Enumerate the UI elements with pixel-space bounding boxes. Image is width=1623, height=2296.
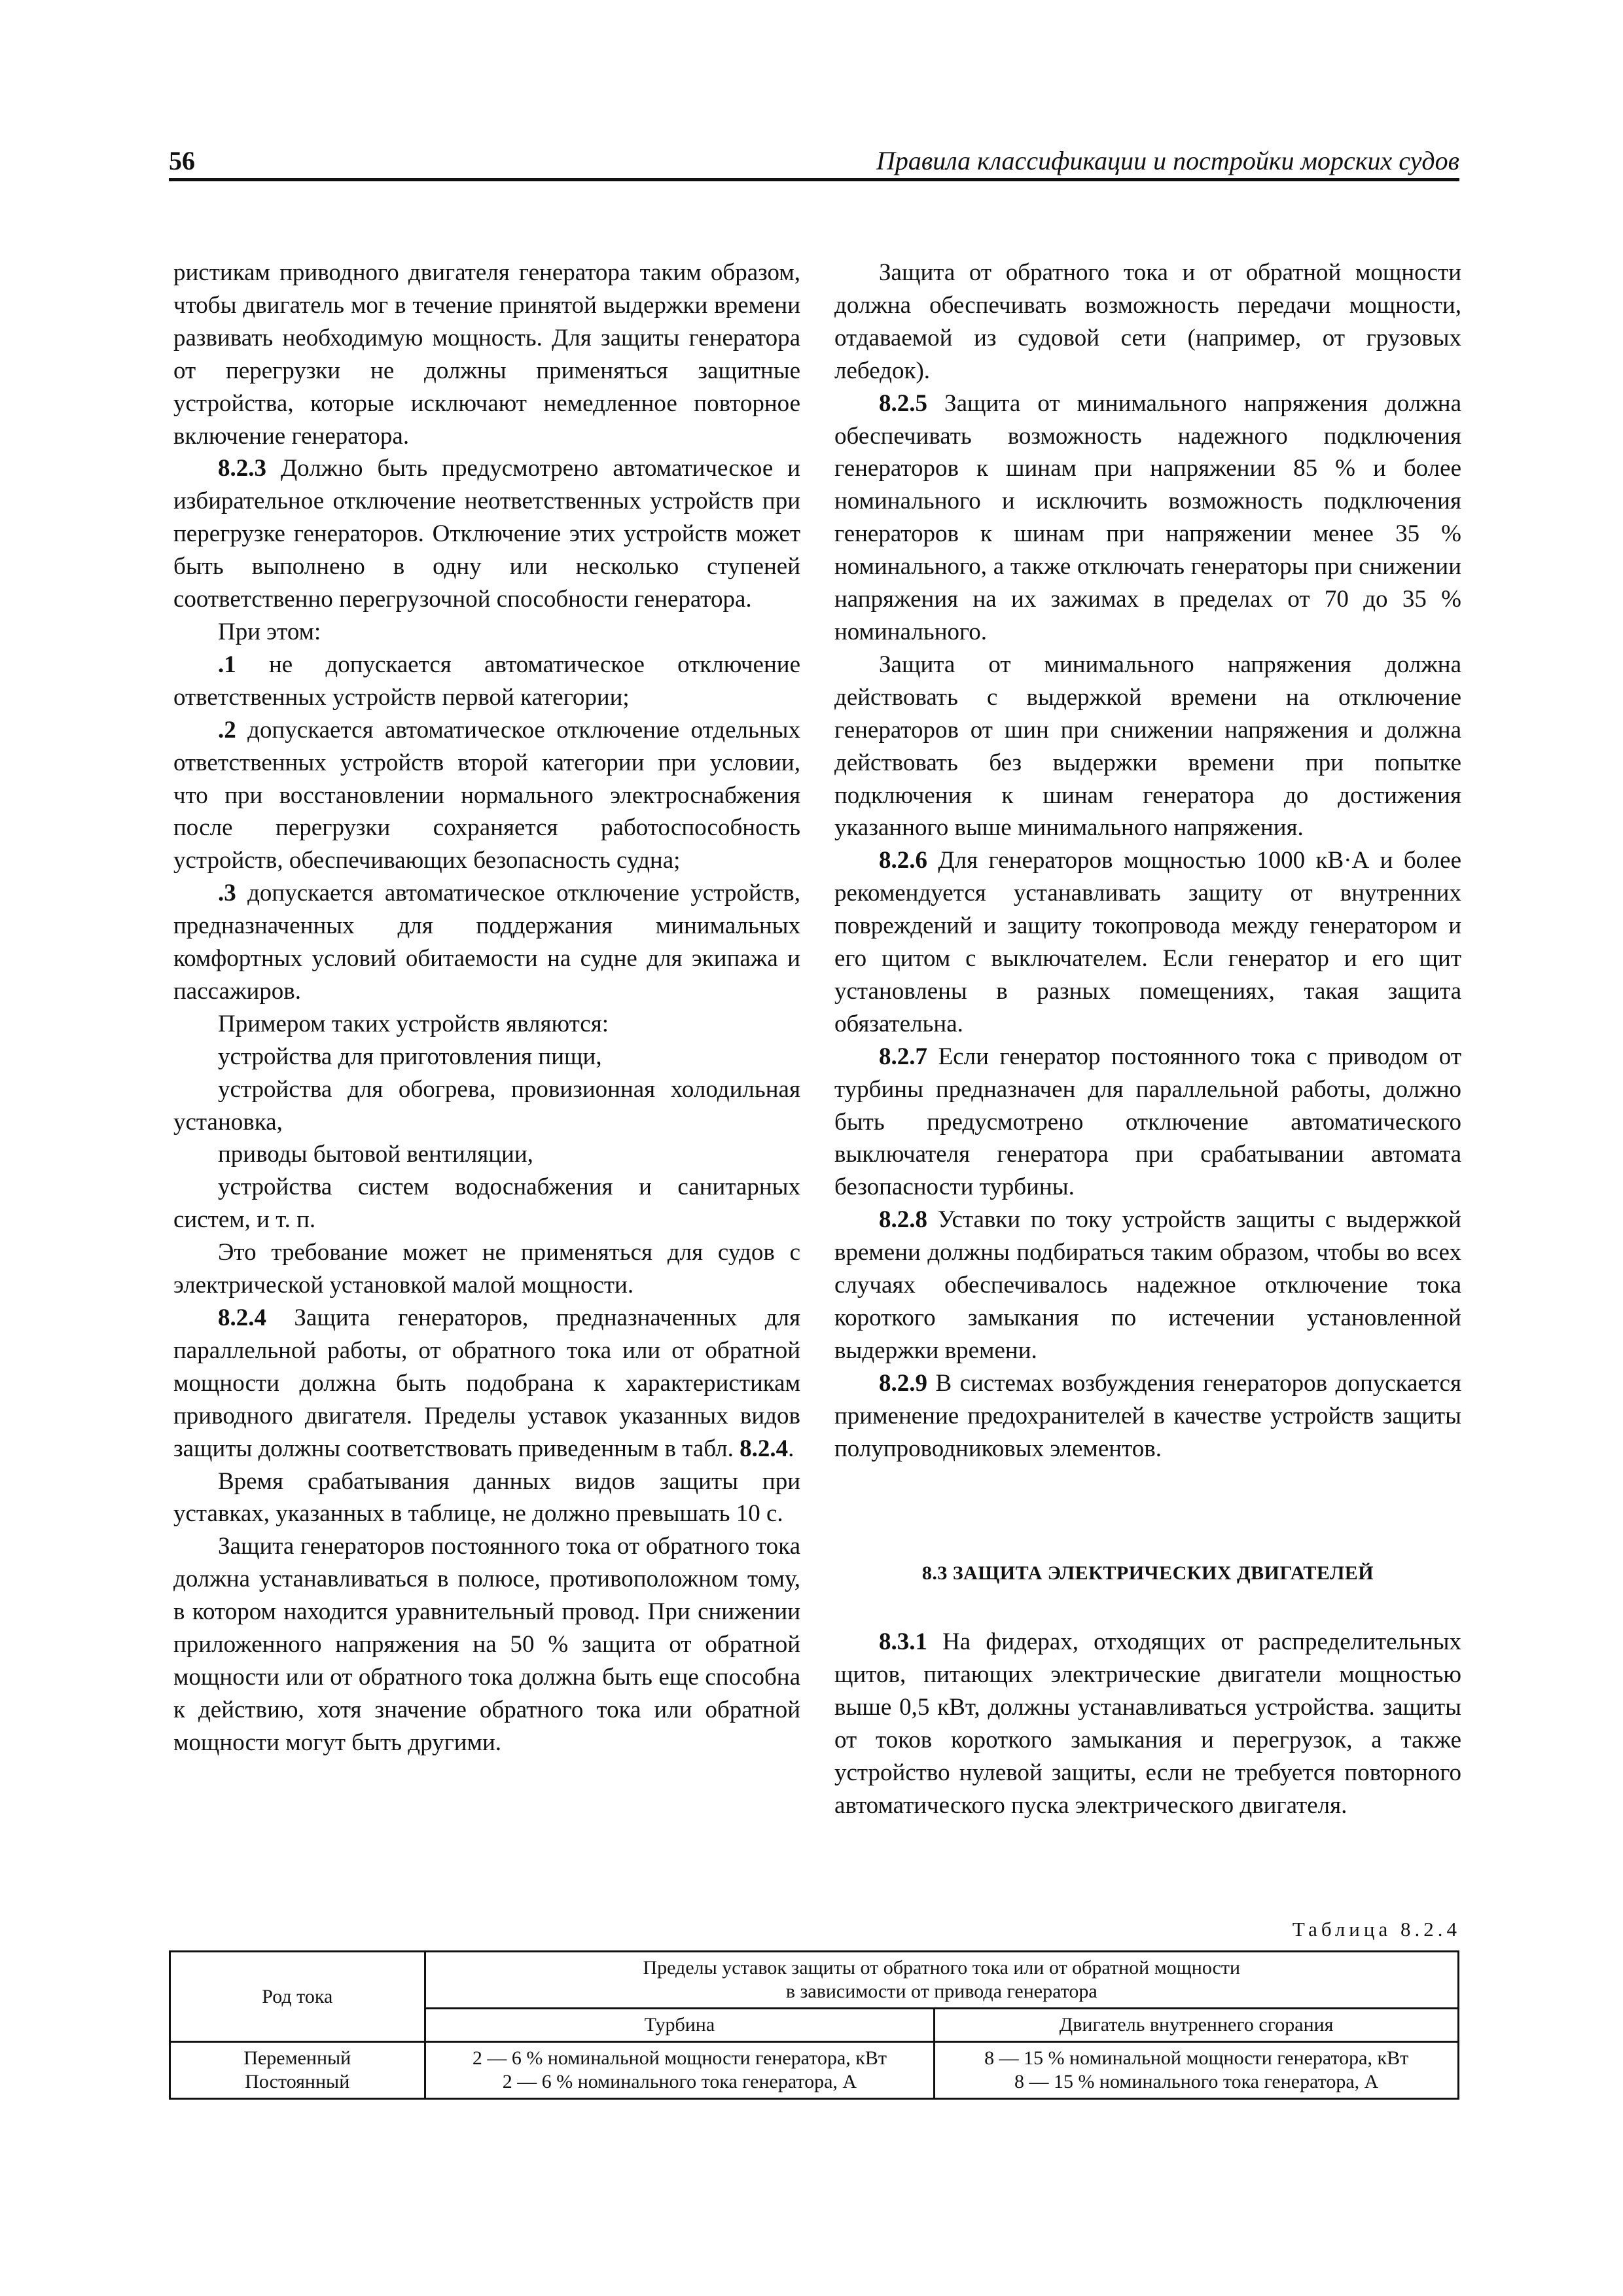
clause-number: 8.2.7	[879, 1043, 927, 1070]
table-cell: 8 — 15 % номинального тока генератора, А	[1014, 2071, 1379, 2092]
clause-number: 8.2.8	[879, 1206, 927, 1234]
clause-number: 8.2.6	[879, 847, 927, 874]
clause-number: 8.2.4	[218, 1304, 266, 1331]
paragraph	[834, 387, 1461, 649]
header-group	[425, 1952, 1458, 2009]
paragraph	[173, 1171, 800, 1236]
page-header	[169, 145, 1459, 182]
paragraph	[834, 257, 1461, 387]
table-cell: 2 — 6 % номинальной мощности генератора, кВт	[472, 2047, 887, 2069]
clause-number: 8.2.9	[879, 1369, 927, 1397]
table-cell: Постоянный	[245, 2071, 350, 2092]
paragraph	[834, 1204, 1461, 1367]
paragraph	[173, 1530, 800, 1759]
paragraph	[173, 257, 800, 452]
paragraph-text: Защита генераторов, предназначенных для параллельной работы, от обратного тока или от обратной мощности должна быть подобрана к характеристикам приводного двигателя. Пределы уставок указанных видов защиты должны соответствовать приведенным в табл.	[173, 1304, 800, 1462]
clause-number: .1	[218, 651, 236, 678]
paragraph	[173, 877, 800, 1008]
cell-current-types	[170, 2042, 425, 2099]
paragraph-text: Защита генераторов постоянного тока от обратного тока должна устанавливаться в полюсе, противоположном тому, в котором находится уравнительный провод. При снижении приложенного напряжения на 50 % защита от обратной мощности или от обратного тока должна быть еще способна к действию, хотя значение обратного тока или обратной мощности могут быть другими.	[173, 1533, 800, 1756]
paragraph-text: Если генератор постоянного тока с приводом от турбины предназначен для параллельной работы, должно быть предусмотрено отключение автоматического выключателя генератора при срабатывании автомата безопасности турбины.	[834, 1043, 1461, 1201]
paragraph	[834, 1626, 1461, 1821]
table-cell: Переменный	[243, 2047, 351, 2069]
paragraph-text: Уставки по току устройств защиты с выдержкой времени должны подбираться таким образом, чтобы во всех случаях обеспечивалось надежное отключение тока короткого замыкания по истечении установленной выдержки времени.	[834, 1206, 1461, 1364]
paragraph-text: Это требование может не применяться для судов с электрической установкой малой мощности.	[173, 1239, 800, 1299]
cell-engine-values	[935, 2042, 1459, 2099]
paragraph-text: Для генераторов мощностью 1000 кВ·А и более рекомендуется устанавливать защиту от внутренних повреждений и защиту токопровода между генератором и его щитом с выключателем. Если генератор и его щит установлены в разных помещениях, такая защита обязательна.	[834, 847, 1461, 1037]
header-rule	[169, 178, 1459, 181]
header-group-line1: Пределы уставок защиты от обратного тока или от обратной мощности	[643, 1957, 1241, 1979]
running-title: Правила классификации и постройки морских судов	[876, 146, 1459, 175]
paragraph-text: Защита от минимального напряжения должна обеспечивать возможность надежного подключения генераторов к шинам при напряжении 85 % и более номинального и исключить возможность подключения генераторов к шинам при напряжении менее 35 % номинального, а также отключать генераторы при снижении напряжения на их зажимах в пределах от 70 до 35 % номинального.	[834, 389, 1461, 645]
paragraph-text: ристикам приводного двигателя генератора таким образом, чтобы двигатель мог в течение принятой выдержки времени развивать необходимую мощность. Для защиты генератора от перегрузки не должны применяться защитные устройства, которые исключают немедленное повторное включение генератора.	[173, 259, 800, 450]
paragraph	[173, 452, 800, 616]
clause-number: 8.2.3	[218, 455, 266, 482]
header-engine: Двигатель внутреннего сгорания	[935, 2009, 1459, 2042]
header-group-line2: в зависимости от привода генератора	[785, 1981, 1097, 2002]
clause-number: 8.2.5	[879, 389, 927, 417]
paragraph	[173, 616, 800, 649]
paragraph-text: Должно быть предусмотрено автоматическое и избирательное отключение неответственных устройств при перегрузке генераторов. Отключение этих устройств может быть выполнено в одну или несколько ступеней соответственно перегрузочной способности генератора.	[173, 455, 800, 613]
cell-turbine-values	[425, 2042, 935, 2099]
paragraph-text: допускается автоматическое отключение отдельных ответственных устройств второй категории при условии, что при восстановлении нормального электроснабжения после перегрузки сохраняется работоспособность устройств, обеспечивающих безопасность судна;	[173, 716, 800, 874]
paragraph-text: устройства для приготовления пищи,	[218, 1043, 602, 1070]
paragraph-text: В системах возбуждения генераторов допускается применение предохранителей в качестве устройств защиты полупроводниковых элементов.	[834, 1369, 1461, 1462]
clause-number: .3	[218, 880, 236, 907]
paragraph	[173, 1236, 800, 1302]
settings-table	[169, 1950, 1459, 2100]
paragraph-tail: .	[788, 1435, 794, 1462]
left-column	[173, 257, 800, 1759]
paragraph-text: устройства для обогрева, провизионная холодильная установка,	[173, 1075, 800, 1136]
paragraph	[173, 1073, 800, 1139]
table-cell: 2 — 6 % номинального тока генератора, А	[502, 2071, 857, 2092]
paragraph-text: не допускается автоматическое отключение ответственных устройств первой категории;	[173, 651, 800, 711]
page-number: 56	[169, 146, 195, 175]
paragraph	[173, 649, 800, 714]
paragraph	[173, 1138, 800, 1171]
paragraph	[173, 1008, 800, 1041]
paragraph-text: При этом:	[218, 618, 321, 645]
paragraph-text: Примером таких устройств являются:	[218, 1010, 609, 1037]
table-reference: 8.2.4	[740, 1435, 789, 1462]
paragraph	[173, 714, 800, 878]
paragraph	[834, 649, 1461, 844]
paragraph	[834, 1041, 1461, 1204]
paragraph	[173, 1041, 800, 1073]
paragraph	[173, 1465, 800, 1531]
right-column	[834, 257, 1461, 1822]
paragraph-text: Защита от минимального напряжения должна действовать с выдержкой времени на отключение генераторов от шин при снижении напряжения и должна действовать без выдержки времени при попытке подключения к шинам генератора до достижения указанного выше минимального напряжения.	[834, 651, 1461, 842]
paragraph-text: допускается автоматическое отключение устройств, предназначенных для поддержания минимальных комфортных условий обитаемости на судне для экипажа и пассажиров.	[173, 880, 800, 1005]
clause-number: 8.3.1	[879, 1628, 927, 1656]
paragraph	[834, 844, 1461, 1040]
paragraph-text: На фидерах, отходящих от распределительных щитов, питающих электрические двигатели мощностью выше 0,5 кВт, должны устанавливаться устройства. защиты от токов короткого замыкания и перегрузок, а также устройство нулевой защиты, если не требуется повторного автоматического пуска электрического двигателя.	[834, 1628, 1461, 1819]
paragraph	[173, 1302, 800, 1465]
table-caption: Таблица 8.2.4	[1292, 1918, 1461, 1941]
table-cell: 8 — 15 % номинальной мощности генератора, кВт	[984, 2047, 1409, 2069]
paragraph	[834, 1367, 1461, 1465]
clause-number: .2	[218, 716, 236, 744]
paragraph-text: приводы бытовой вентиляции,	[218, 1141, 533, 1168]
paragraph-text: Время срабатывания данных видов защиты при уставках, указанных в таблице, не должно превышать 10 с.	[173, 1467, 800, 1528]
paragraph-text: устройства систем водоснабжения и санитарных систем, и т. п.	[173, 1174, 800, 1234]
section-title: 8.3 ЗАЩИТА ЭЛЕКТРИЧЕСКИХ ДВИГАТЕЛЕЙ	[921, 1562, 1374, 1584]
header-turbine: Турбина	[425, 2009, 935, 2042]
paragraph-text: Защита от обратного тока и от обратной мощности должна обеспечивать возможность передачи мощности, отдаваемой из судовой сети (например, от грузовых лебедок).	[834, 259, 1461, 384]
header-current-type: Род тока	[170, 1952, 425, 2042]
